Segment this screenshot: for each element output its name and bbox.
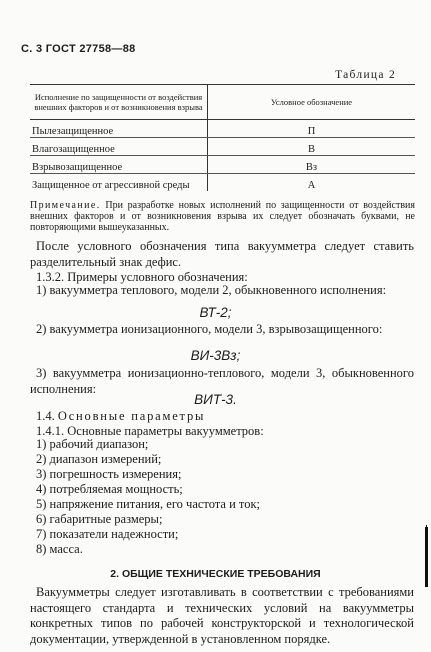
table-cell: Вз [208, 156, 416, 174]
list-item: 1) рабочий диапазон; [36, 437, 149, 451]
section-1-4-number: 1.4. [36, 409, 55, 423]
list-item: 5) напряжение питания, его частота и ток; [36, 497, 260, 511]
paragraph-requirements: Вакуумметры следует изготавливать в соответствии с требованиями настоящего стандарта и технических условий на вакуумметры конкретных типов по рабочей конструкторской и технологической документации, утвержденной в установленном порядке. [30, 585, 414, 646]
page-header: С. 3 ГОСТ 27758—88 [21, 43, 136, 55]
example-3: 3) вакуумметра ионизационно-теплового, модели 3, обыкновенного исполнения: [30, 366, 414, 396]
list-item: 2) диапазон измерений; [36, 452, 162, 466]
paragraph-separator: После условного обозначения типа вакуумметра следует ставить разделительный знак дефис. [30, 239, 414, 269]
margin-mark [425, 527, 428, 587]
example-1: 1) вакуумметра теплового, модели 2, обыкновенного исполнения: [36, 283, 387, 297]
formula-3: ВИТ-3. [194, 392, 237, 407]
note-text: При разработке новых исполнений по защищенности от воздействия внешних факторов и от возникновения взрыва их следует обозначать буквами, не повторяющими вышеуказанных. [30, 200, 415, 233]
margin-mark-tick [426, 525, 427, 530]
list-item: 6) габаритные размеры; [36, 512, 163, 526]
table-row [30, 174, 415, 192]
subsection-1-4-1: 1.4.1. Основные параметры вакуумметров: [36, 424, 264, 438]
table-row [30, 120, 415, 138]
note-lead: Примечание. [30, 200, 101, 211]
formula-2: ВИ-3Вз; [190, 348, 241, 363]
section-1-4-title: Основные параметры [57, 409, 206, 423]
formula-1: ВТ-2; [199, 305, 232, 320]
protection-table [30, 84, 415, 191]
table-cell: Пылезащищенное [30, 120, 208, 138]
table-row [30, 138, 415, 156]
table-header-row [30, 85, 415, 120]
section-2-title: 2. ОБЩИЕ ТЕХНИЧЕСКИЕ ТРЕБОВАНИЯ [110, 568, 321, 580]
subsection-1-3-2: 1.3.2. Примеры условного обозначения: [36, 270, 248, 284]
example-2: 2) вакуумметра ионизационного, модели 3, взрывозащищенного: [36, 322, 383, 336]
table-note [30, 200, 415, 233]
table-row [30, 156, 415, 174]
table-cell: Защищенное от агрессивной среды [30, 174, 208, 192]
table-cell: П [208, 120, 416, 138]
table-caption: Таблица 2 [335, 69, 396, 81]
list-item: 8) масса. [36, 542, 83, 556]
list-item: 3) погрешность измерения; [36, 467, 182, 481]
table-cell: А [307, 180, 316, 191]
table-cell: Влагозащищенное [30, 138, 208, 156]
table-header-execution: Исполнение по защищенности от воздействия внешних факторов и от возникновения взрыва [30, 85, 208, 120]
list-item: 4) потребляемая мощность; [36, 482, 183, 496]
section-1-4 [36, 409, 205, 425]
table-cell: В [208, 138, 416, 156]
table-cell: Взрывозащищенное [30, 156, 208, 174]
table-header-designation: Условное обозначение [208, 85, 416, 120]
list-item: 7) показатели надежности; [36, 527, 179, 541]
